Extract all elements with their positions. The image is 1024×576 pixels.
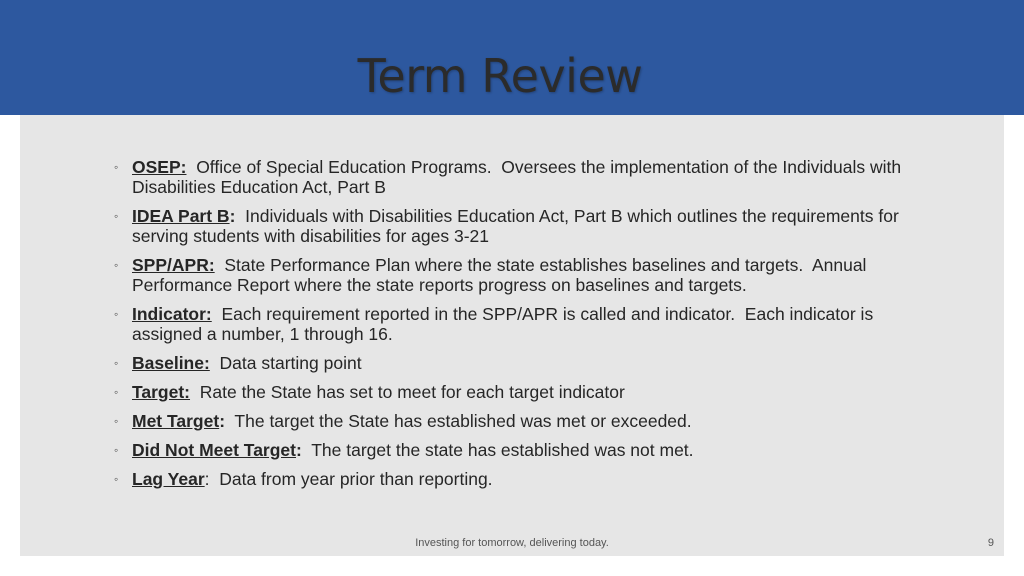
bullet-icon: ◦: [114, 385, 119, 399]
list-item-target: [113, 382, 903, 402]
term-definition: Data starting point: [209, 353, 362, 373]
term-definition: The target the state has established was not met.: [301, 440, 694, 460]
term-definition: : Data from year prior than reporting.: [204, 469, 493, 489]
bullet-icon: ◦: [114, 414, 119, 428]
term-colon: :: [296, 440, 302, 460]
term-label: Did Not Meet Target: [132, 440, 296, 460]
term-colon: :: [219, 411, 226, 431]
term-definition: Rate the State has set to meet for each target indicator: [190, 382, 625, 402]
list-item-idea-part-b: [113, 206, 903, 246]
bullet-icon: ◦: [114, 472, 119, 486]
term-definition: Office of Special Education Programs. Oversees the implementation of the Individuals with Disabilities Education Act, Part B: [132, 157, 906, 197]
term-definition: State Performance Plan where the state establishes baselines and targets. Annual Performance Report where the state reports progress on baselines and targets.: [132, 255, 872, 295]
term-label: SPP/APR:: [132, 255, 215, 275]
bullet-icon: ◦: [114, 356, 119, 370]
list-item-baseline: [113, 353, 903, 373]
term-label: Lag Year: [132, 469, 205, 489]
term-definition: The target the State has established was met or exceeded.: [225, 411, 692, 431]
bullet-icon: ◦: [114, 258, 119, 272]
list-item-osep: [113, 157, 906, 197]
list-item-spp-apr: [113, 255, 903, 295]
list-item-met-target: [113, 411, 903, 431]
term-definition: Each requirement reported in the SPP/APR is called and indicator. Each indicator is assigned a number, 1 through 16.: [132, 304, 879, 344]
term-label: Target:: [132, 382, 191, 402]
term-label: OSEP:: [132, 157, 187, 177]
bullet-icon: ◦: [114, 209, 119, 223]
content-panel: [20, 115, 1004, 556]
term-colon: :: [229, 206, 236, 226]
bullet-icon: ◦: [114, 160, 119, 174]
list-item-indicator: [113, 304, 903, 344]
page-number: 9: [987, 537, 994, 549]
list-item-did-not-meet-target: [113, 440, 903, 460]
slide-title: Term Review: [357, 48, 643, 103]
term-label: Baseline:: [132, 353, 210, 373]
term-label: IDEA Part B: [132, 206, 230, 226]
term-list: [113, 157, 906, 498]
footer-tagline: Investing for tomorrow, delivering today.: [415, 537, 609, 549]
term-definition: Individuals with Disabilities Education Act, Part B which outlines the requirements for serving students with disabilities for ages 3-21: [132, 206, 904, 246]
bullet-icon: ◦: [114, 307, 119, 321]
term-label: Indicator:: [132, 304, 212, 324]
term-label: Met Target: [132, 411, 220, 431]
list-item-lag-year: [113, 469, 903, 489]
bullet-icon: ◦: [114, 443, 119, 457]
